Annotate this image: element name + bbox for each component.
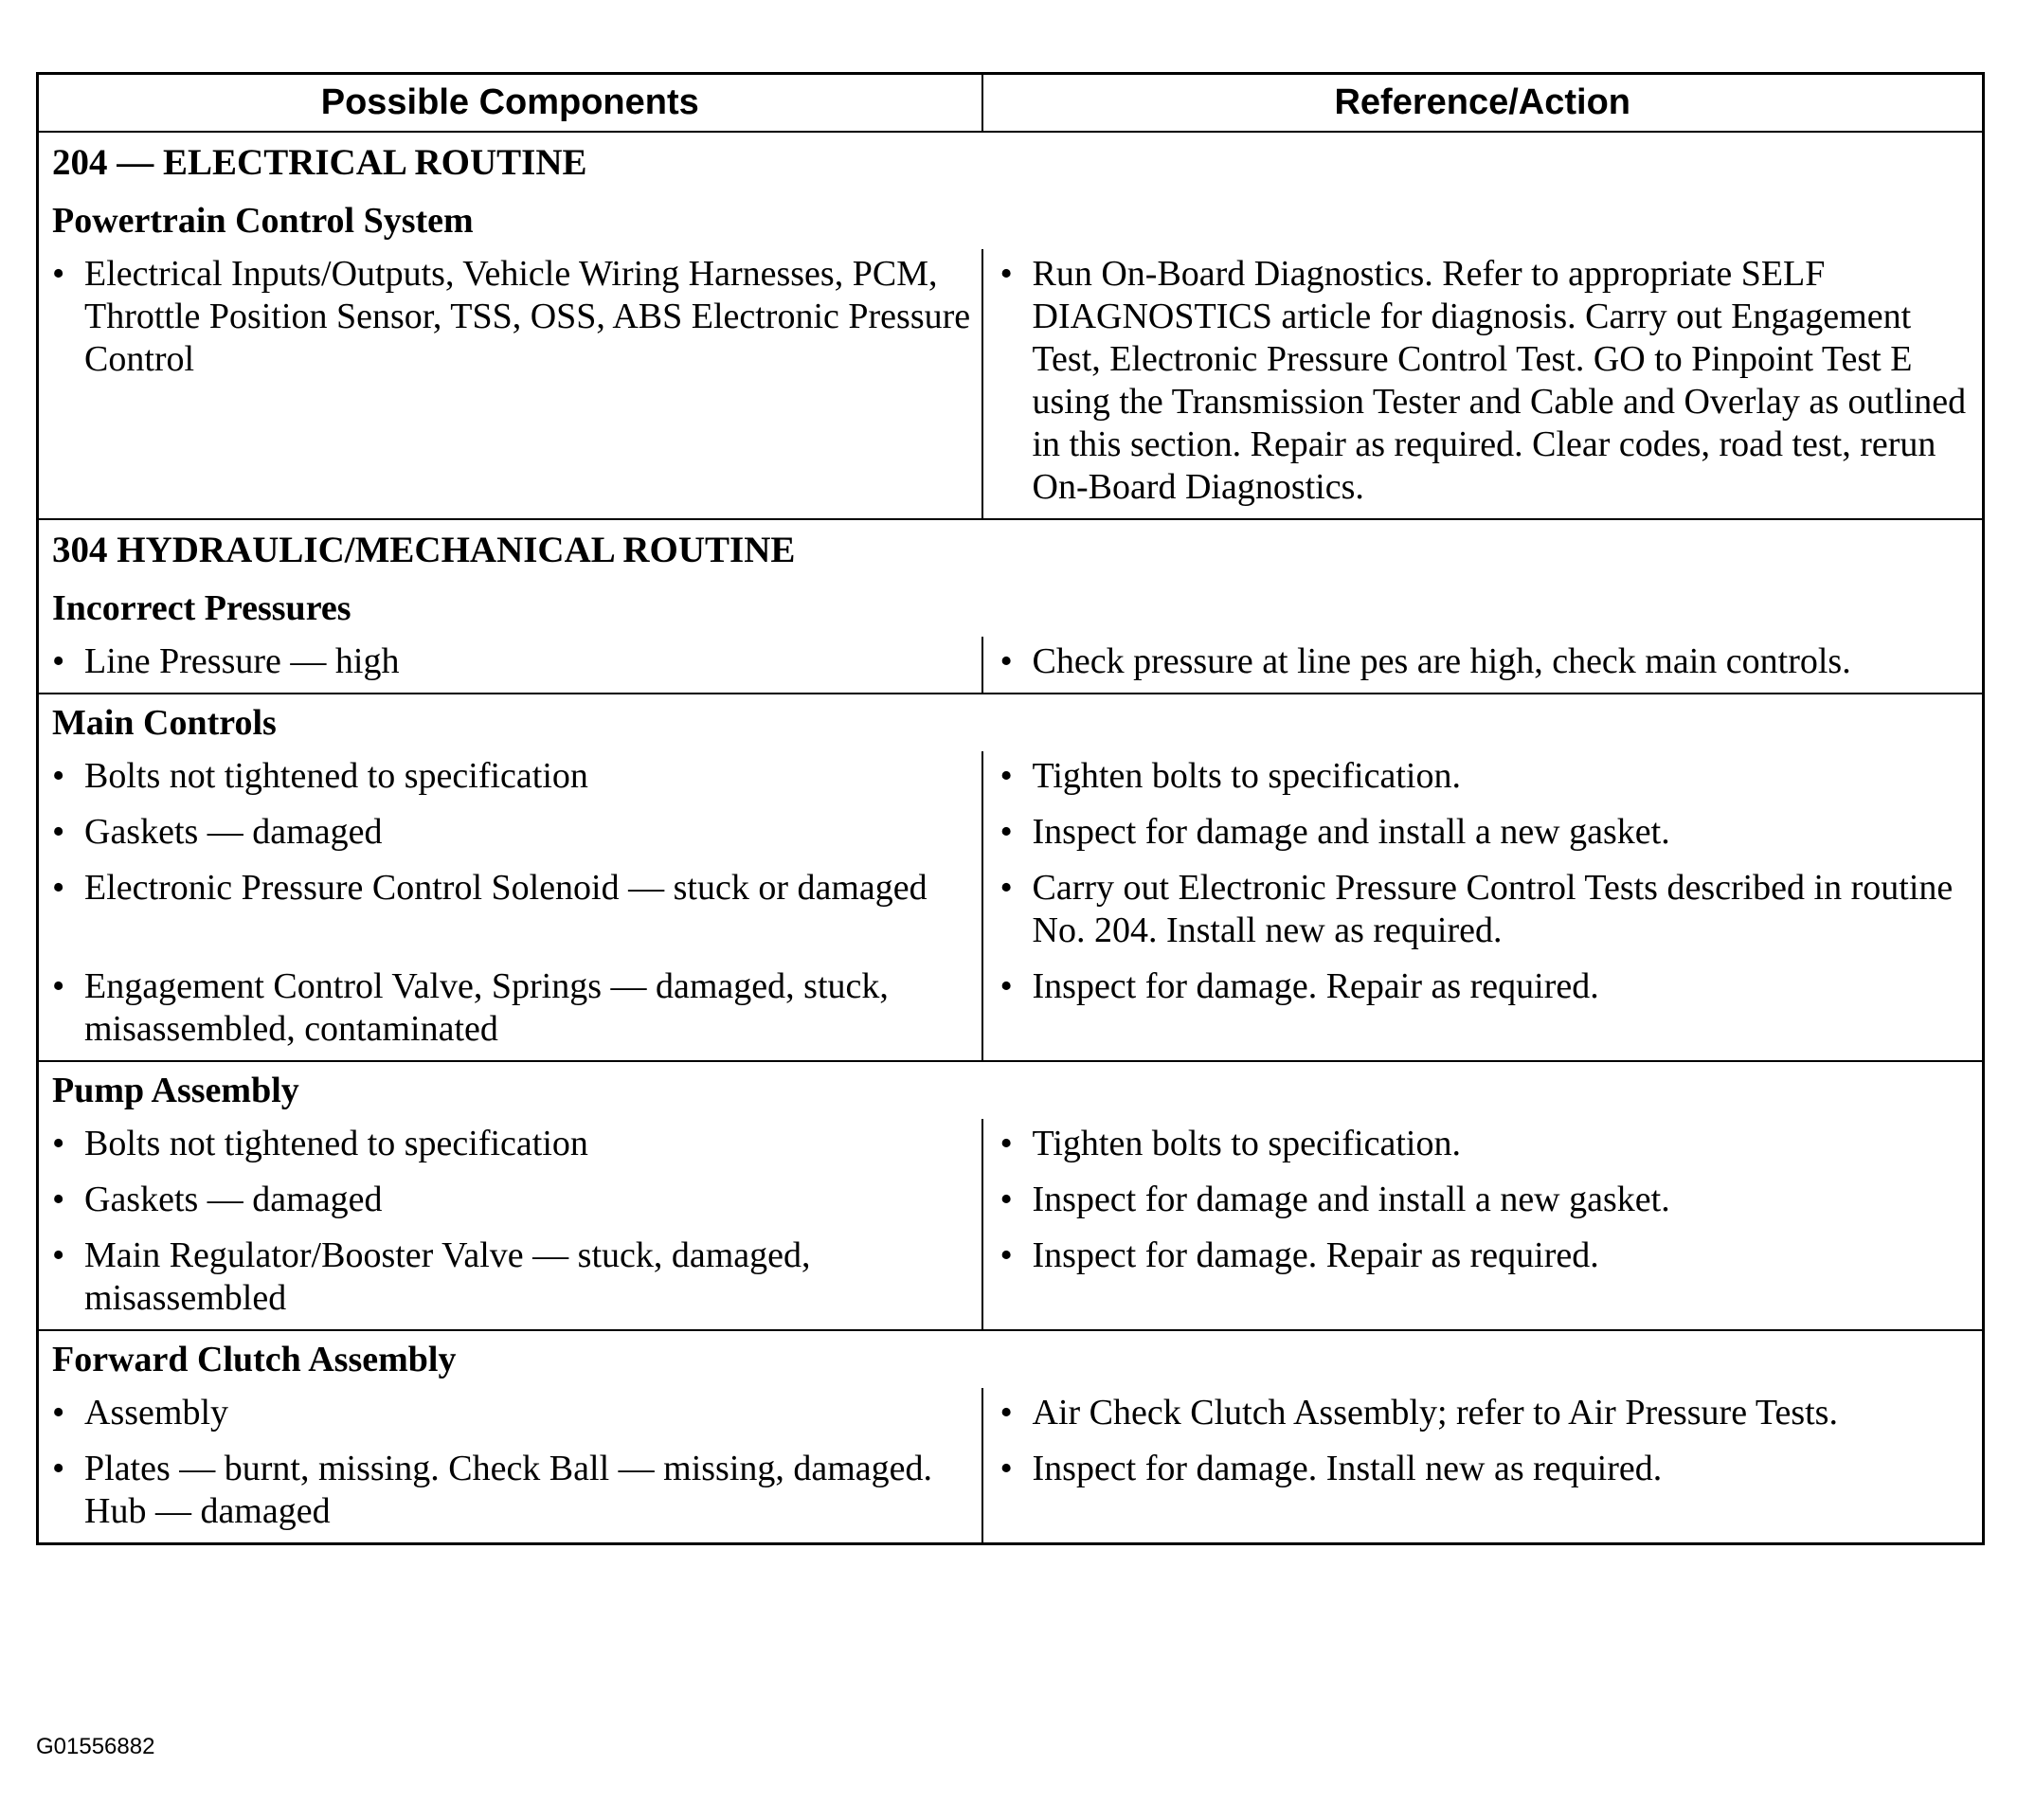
subsection-row bbox=[38, 694, 1984, 751]
table-row bbox=[38, 1119, 1984, 1175]
bullet-icon: • bbox=[52, 641, 65, 681]
bullet-icon: • bbox=[52, 966, 65, 1006]
bullet-icon: • bbox=[52, 1393, 65, 1433]
subsection-title: Main Controls bbox=[38, 694, 1984, 751]
component-cell bbox=[38, 637, 982, 694]
bullet-icon: • bbox=[999, 966, 1013, 1006]
component-text: Engagement Control Valve, Springs — damaged, stuck, misassembled, contaminated bbox=[84, 966, 889, 1049]
bullet-icon: • bbox=[999, 812, 1013, 852]
bullet-icon: • bbox=[52, 1235, 65, 1275]
bullet-item bbox=[1000, 1392, 1973, 1434]
component-cell bbox=[38, 962, 982, 1061]
action-text: Inspect for damage and install a new gasket. bbox=[1032, 1180, 1670, 1219]
table-row bbox=[38, 1231, 1984, 1330]
bullet-item bbox=[52, 1234, 972, 1320]
diagnosis-table bbox=[36, 72, 1985, 1545]
table-row bbox=[38, 962, 1984, 1061]
component-cell bbox=[38, 807, 982, 863]
header-row bbox=[38, 74, 1984, 133]
action-text: Tighten bolts to specification. bbox=[1032, 1124, 1461, 1163]
component-cell bbox=[38, 1231, 982, 1330]
bullet-item bbox=[1000, 640, 1973, 683]
action-cell bbox=[982, 1231, 1984, 1330]
bullet-icon: • bbox=[52, 812, 65, 852]
bullet-item bbox=[1000, 253, 1973, 509]
action-cell bbox=[982, 249, 1984, 519]
component-cell bbox=[38, 751, 982, 807]
bullet-item bbox=[1000, 867, 1973, 952]
bullet-icon: • bbox=[999, 254, 1013, 294]
bullet-icon: • bbox=[52, 1180, 65, 1219]
component-cell bbox=[38, 1444, 982, 1544]
routine-row bbox=[38, 519, 1984, 580]
action-text: Inspect for damage and install a new gasket. bbox=[1032, 812, 1670, 852]
bullet-icon: • bbox=[999, 1449, 1013, 1488]
action-cell bbox=[982, 637, 1984, 694]
subsection-title: Incorrect Pressures bbox=[52, 588, 351, 628]
bullet-icon: • bbox=[52, 868, 65, 908]
bullet-item bbox=[1000, 1179, 1973, 1221]
bullet-icon: • bbox=[52, 1124, 65, 1163]
table-header bbox=[38, 74, 1984, 133]
bullet-item bbox=[52, 253, 972, 381]
component-text: Main Regulator/Booster Valve — stuck, damaged, misassembled bbox=[84, 1235, 811, 1318]
table-row bbox=[38, 807, 1984, 863]
routine-title: 204 — ELECTRICAL ROUTINE bbox=[38, 132, 1984, 192]
component-text: Assembly bbox=[84, 1393, 228, 1433]
subsection-title: Forward Clutch Assembly bbox=[38, 1330, 1984, 1388]
action-text: Tighten bolts to specification. bbox=[1032, 756, 1461, 796]
action-text: Carry out Electronic Pressure Control Tests described in routine No. 204. Install new as required. bbox=[1032, 868, 1954, 950]
figure-id-label: G01556882 bbox=[36, 1734, 155, 1759]
subsection-row bbox=[38, 1330, 1984, 1388]
component-cell bbox=[38, 1388, 982, 1444]
bullet-icon: • bbox=[999, 641, 1013, 681]
action-cell bbox=[982, 1444, 1984, 1544]
table-row bbox=[38, 249, 1984, 519]
action-cell bbox=[982, 1119, 1984, 1175]
bullet-item bbox=[52, 1179, 972, 1221]
action-cell bbox=[982, 751, 1984, 807]
component-text: Line Pressure — high bbox=[84, 641, 400, 681]
bullet-icon: • bbox=[999, 1124, 1013, 1163]
component-cell bbox=[38, 249, 982, 519]
routine-title: 304 HYDRAULIC/MECHANICAL ROUTINE bbox=[38, 519, 1984, 580]
bullet-icon: • bbox=[999, 868, 1013, 908]
header-reference-action: Reference/Action bbox=[982, 74, 1984, 133]
subsection-row bbox=[38, 192, 1984, 249]
component-text: Plates — burnt, missing. Check Ball — missing, damaged. Hub — damaged bbox=[84, 1449, 933, 1531]
component-text: Bolts not tightened to specification bbox=[84, 756, 588, 796]
action-cell bbox=[982, 863, 1984, 962]
subsection-row bbox=[38, 1061, 1984, 1119]
bullet-icon: • bbox=[999, 1235, 1013, 1275]
bullet-item bbox=[52, 965, 972, 1051]
table-body bbox=[38, 132, 1984, 1544]
bullet-item bbox=[52, 640, 972, 683]
bullet-item bbox=[1000, 1448, 1973, 1490]
routine-row bbox=[38, 132, 1984, 192]
table-row bbox=[38, 863, 1984, 962]
bullet-icon: • bbox=[52, 756, 65, 796]
component-text: Bolts not tightened to specification bbox=[84, 1124, 588, 1163]
component-text: Electronic Pressure Control Solenoid — stuck or damaged bbox=[84, 868, 927, 908]
component-cell bbox=[38, 1119, 982, 1175]
bullet-icon: • bbox=[999, 1180, 1013, 1219]
bullet-item bbox=[52, 1448, 972, 1533]
bullet-item bbox=[52, 811, 972, 854]
bullet-icon: • bbox=[999, 1393, 1013, 1433]
bullet-item bbox=[52, 755, 972, 798]
bullet-item bbox=[1000, 1234, 1973, 1277]
subsection-title: Powertrain Control System bbox=[52, 201, 474, 241]
bullet-item bbox=[52, 1123, 972, 1165]
bullet-item bbox=[1000, 965, 1973, 1008]
action-cell bbox=[982, 962, 1984, 1061]
bullet-item bbox=[52, 1392, 972, 1434]
action-cell bbox=[982, 1388, 1984, 1444]
component-cell bbox=[38, 863, 982, 962]
subsection-row bbox=[38, 580, 1984, 637]
table-row bbox=[38, 1388, 1984, 1444]
action-text: Inspect for damage. Repair as required. bbox=[1032, 966, 1599, 1006]
bullet-icon: • bbox=[999, 756, 1013, 796]
component-text: Gaskets — damaged bbox=[84, 1180, 383, 1219]
component-text: Electrical Inputs/Outputs, Vehicle Wiring Harnesses, PCM, Throttle Position Sensor, TSS, OSS, ABS Electronic Pressure Control bbox=[84, 254, 971, 379]
table-row bbox=[38, 1175, 1984, 1231]
table-row bbox=[38, 1444, 1984, 1544]
component-text: Gaskets — damaged bbox=[84, 812, 383, 852]
action-cell bbox=[982, 1175, 1984, 1231]
component-cell bbox=[38, 1175, 982, 1231]
action-text: Check pressure at line pes are high, check main controls. bbox=[1032, 641, 1851, 681]
bullet-item bbox=[1000, 1123, 1973, 1165]
action-text: Inspect for damage. Repair as required. bbox=[1032, 1235, 1599, 1275]
action-text: Air Check Clutch Assembly; refer to Air Pressure Tests. bbox=[1032, 1393, 1838, 1433]
bullet-icon: • bbox=[52, 1449, 65, 1488]
subsection-title: Pump Assembly bbox=[38, 1061, 1984, 1119]
action-cell bbox=[982, 807, 1984, 863]
bullet-item bbox=[1000, 755, 1973, 798]
table-row bbox=[38, 751, 1984, 807]
bullet-item bbox=[52, 867, 972, 910]
table-row bbox=[38, 637, 1984, 694]
bullet-icon: • bbox=[52, 254, 65, 294]
header-possible-components: Possible Components bbox=[38, 74, 982, 133]
bullet-item bbox=[1000, 811, 1973, 854]
action-text: Inspect for damage. Install new as required. bbox=[1032, 1449, 1663, 1488]
action-text: Run On-Board Diagnostics. Refer to appropriate SELF DIAGNOSTICS article for diagnosis. Carry out Engagement Test, Electronic Pressure Control Test. GO to Pinpoint Test E using the Transmission Tester and Cable and Overlay as outlined in this section. Repair as required. Clear codes, road test, rerun On-Board Diagnostics. bbox=[1032, 254, 1967, 507]
